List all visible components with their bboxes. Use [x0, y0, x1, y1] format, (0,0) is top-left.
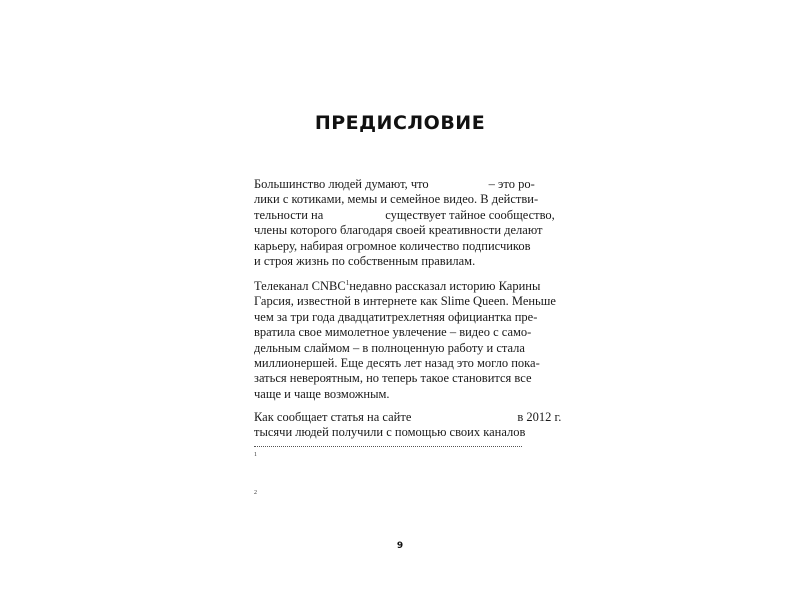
text-line: тысячи людей получили с помощью своих каналов [254, 425, 526, 440]
text-line: карьеру, набирая огромное количество подписчиков [254, 238, 531, 253]
text-line [254, 410, 562, 425]
footnote-marker-1: 1 [254, 452, 257, 458]
text-line [254, 278, 541, 294]
text-line: члены которого благодаря своей креативности делают [254, 223, 543, 238]
page-number: 9 [396, 541, 404, 551]
text-line: миллионершей. Еще десять лет назад это могло пока- [254, 355, 540, 370]
text-fragment: – это ро- [488, 177, 535, 191]
text-line: Гарсия, известной в интернете как Slime Queen. Меньше [254, 294, 556, 309]
text-fragment: тельности на [254, 207, 324, 222]
text-line: вратила свое мимолетное увлечение – видео с само- [254, 325, 532, 340]
text-line [254, 207, 555, 223]
text-fragment: недавно рассказал историю Карины [349, 279, 541, 293]
text-fragment: существует тайное сообщество, [385, 207, 555, 222]
text-line: дельным слаймом – в полноценную работу и стала [254, 340, 525, 355]
paragraph-1 [254, 177, 555, 269]
text-line: заться невероятным, но теперь такое становится все [254, 371, 532, 386]
paragraph-3 [254, 410, 562, 441]
text-fragment: Большинство людей думают, что [254, 177, 429, 191]
text-line [254, 177, 535, 192]
paragraph-2 [254, 278, 556, 402]
chapter-title: ПРЕДИСЛОВИЕ [314, 112, 486, 134]
text-line: и строя жизнь по собственным правилам. [254, 253, 476, 268]
footnote-divider [254, 446, 522, 447]
footnote-ref-1[interactable]: 1 [345, 278, 350, 287]
text-line: лики с котиками, мемы и семейное видео. В действи- [254, 192, 539, 207]
footnote-marker-2: 2 [254, 490, 257, 496]
text-line: чаще и чаще возможным. [254, 386, 390, 401]
text-fragment: Телеканал CNBC [254, 279, 346, 293]
text-fragment: Как сообщает статья на сайте [254, 410, 412, 424]
text-line: чем за три года двадцатитрехлетняя официантка пре- [254, 309, 538, 324]
text-fragment: в 2012 г. [517, 410, 562, 424]
